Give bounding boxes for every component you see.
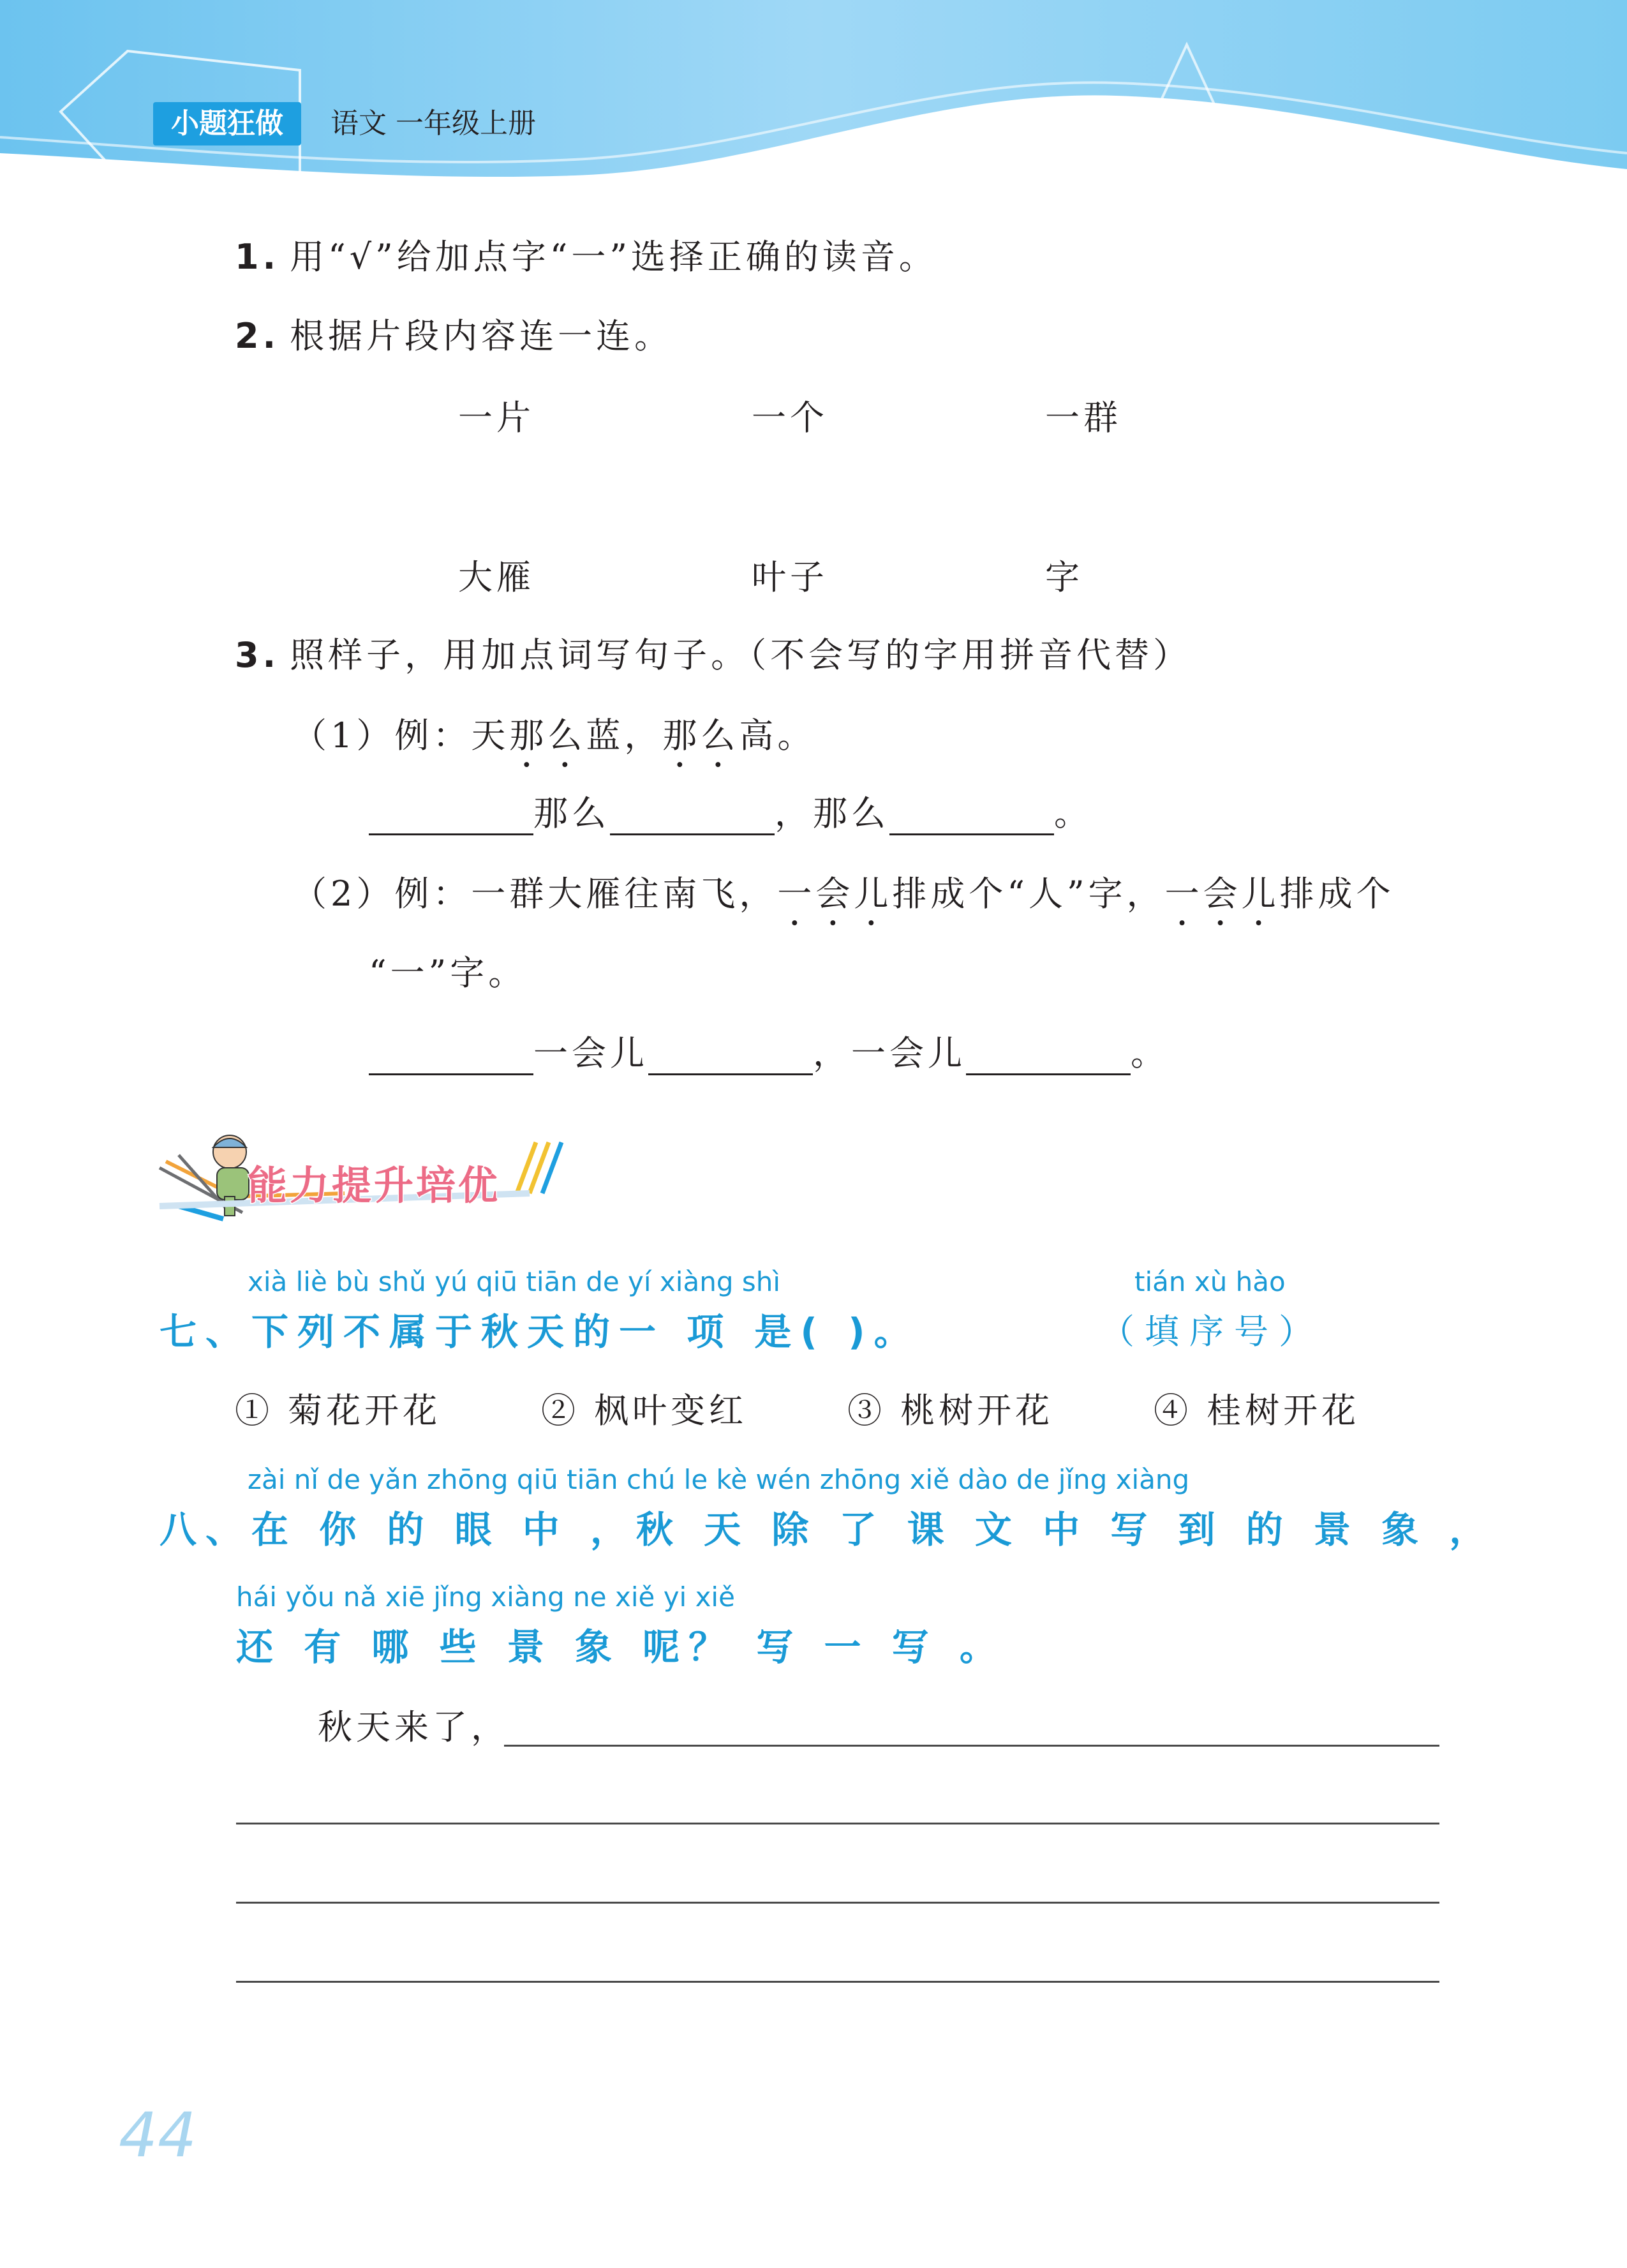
match-bottom-1[interactable]: 大雁 — [458, 557, 535, 597]
fill-word: 那么 — [533, 793, 610, 833]
q7-pinyin-hint: tián xù hào — [1134, 1266, 1286, 1297]
option-3[interactable]: ③ 桃树开花 — [847, 1391, 1054, 1431]
match-top-1[interactable]: 一片 — [458, 398, 535, 438]
option-1[interactable]: ① 菊花开花 — [235, 1391, 442, 1431]
question-2 — [235, 309, 672, 358]
series-badge: 小题狂做 — [153, 102, 301, 145]
q8-pinyin-line-2: hái yǒu nǎ xiē jǐng xiàng ne xiě yi xiě — [236, 1581, 735, 1613]
fill-word: 。 — [1131, 1033, 1169, 1073]
question-7-hint: （填序号） — [1100, 1311, 1323, 1352]
example-text: 高。 — [739, 715, 816, 756]
example-2-continuation: “一”字。 — [369, 953, 527, 993]
option-2[interactable]: ② 枫叶变红 — [541, 1391, 748, 1431]
match-top-2[interactable]: 一个 — [752, 398, 828, 438]
answer-blank[interactable] — [369, 1036, 533, 1075]
question-number: 2. — [235, 316, 280, 356]
question-3 — [235, 628, 1191, 677]
match-top-3[interactable]: 一群 — [1045, 398, 1122, 438]
book-title: 语文 一年级上册 — [331, 107, 536, 140]
question-7-title: 七、下列不属于秋天的一 项 是( )。 — [160, 1310, 920, 1354]
page-number: 44 — [119, 2100, 197, 2171]
section-title: 能力提升培优 — [248, 1162, 501, 1209]
example-text: 天 — [471, 715, 510, 756]
option-4[interactable]: ④ 桂树开花 — [1154, 1391, 1360, 1431]
writing-line[interactable] — [236, 1981, 1439, 1983]
example-text: 一群大雁往南飞， — [471, 874, 778, 914]
question-text: 照样子，用加点词写句子。（不会写的字用拼音代替） — [290, 635, 1192, 675]
example-text: 排成个“人”字， — [892, 874, 1165, 914]
example-text: 蓝， — [586, 715, 663, 756]
question-text: 根据片段内容连一连。 — [290, 316, 673, 356]
fill-word: 。 — [1054, 793, 1092, 833]
q8-pinyin-line-1: zài nǐ de yǎn zhōng qiū tiān chú le kè wén zhōng xiě dào de jǐng xiàng — [248, 1464, 1190, 1495]
example-text: 排成个 — [1279, 874, 1395, 914]
answer-blank[interactable] — [966, 1036, 1131, 1075]
example-label: （1）例： — [292, 715, 472, 756]
fill-word: ，那么 — [775, 793, 889, 833]
example-label: （2）例： — [292, 874, 472, 914]
fill-word: ，一会儿 — [813, 1033, 966, 1073]
example-2 — [292, 867, 1395, 934]
q7-pinyin-main: xià liè bù shǔ yú qiū tiān de yí xiàng shì — [248, 1266, 780, 1297]
fill-sentence-1 — [369, 786, 1092, 835]
example-1 — [292, 708, 815, 775]
answer-blank[interactable] — [369, 796, 533, 835]
question-8-line-1: 八、在 你 的 眼 中 ，秋 天 除 了 课 文 中 写 到 的 景 象 ， — [160, 1508, 1496, 1551]
question-number: 3. — [235, 635, 280, 675]
match-bottom-3[interactable]: 字 — [1045, 557, 1083, 597]
fill-word: 一会儿 — [533, 1033, 648, 1073]
answer-blank[interactable] — [889, 796, 1054, 835]
question-8-line-2: 还 有 哪 些 景 象 呢？ 写 一 写 。 — [236, 1625, 1006, 1669]
writing-start: 秋天来了， — [318, 1707, 509, 1747]
writing-line[interactable] — [504, 1745, 1439, 1747]
answer-blank[interactable] — [648, 1036, 813, 1075]
answer-blank[interactable] — [610, 796, 775, 835]
dotted-word: 一会儿 — [777, 874, 893, 914]
match-bottom-2[interactable]: 叶子 — [752, 557, 828, 597]
writing-line[interactable] — [236, 1902, 1439, 1904]
fill-sentence-2 — [369, 1026, 1169, 1075]
dotted-word: 一会儿 — [1164, 874, 1280, 914]
question-1 — [235, 230, 937, 279]
writing-line[interactable] — [236, 1823, 1439, 1824]
dotted-word: 那么 — [509, 715, 586, 756]
question-text: 用“√”给加点字“一”选择正确的读音。 — [290, 237, 937, 277]
dotted-word: 那么 — [662, 715, 739, 756]
question-number: 1. — [235, 237, 280, 277]
